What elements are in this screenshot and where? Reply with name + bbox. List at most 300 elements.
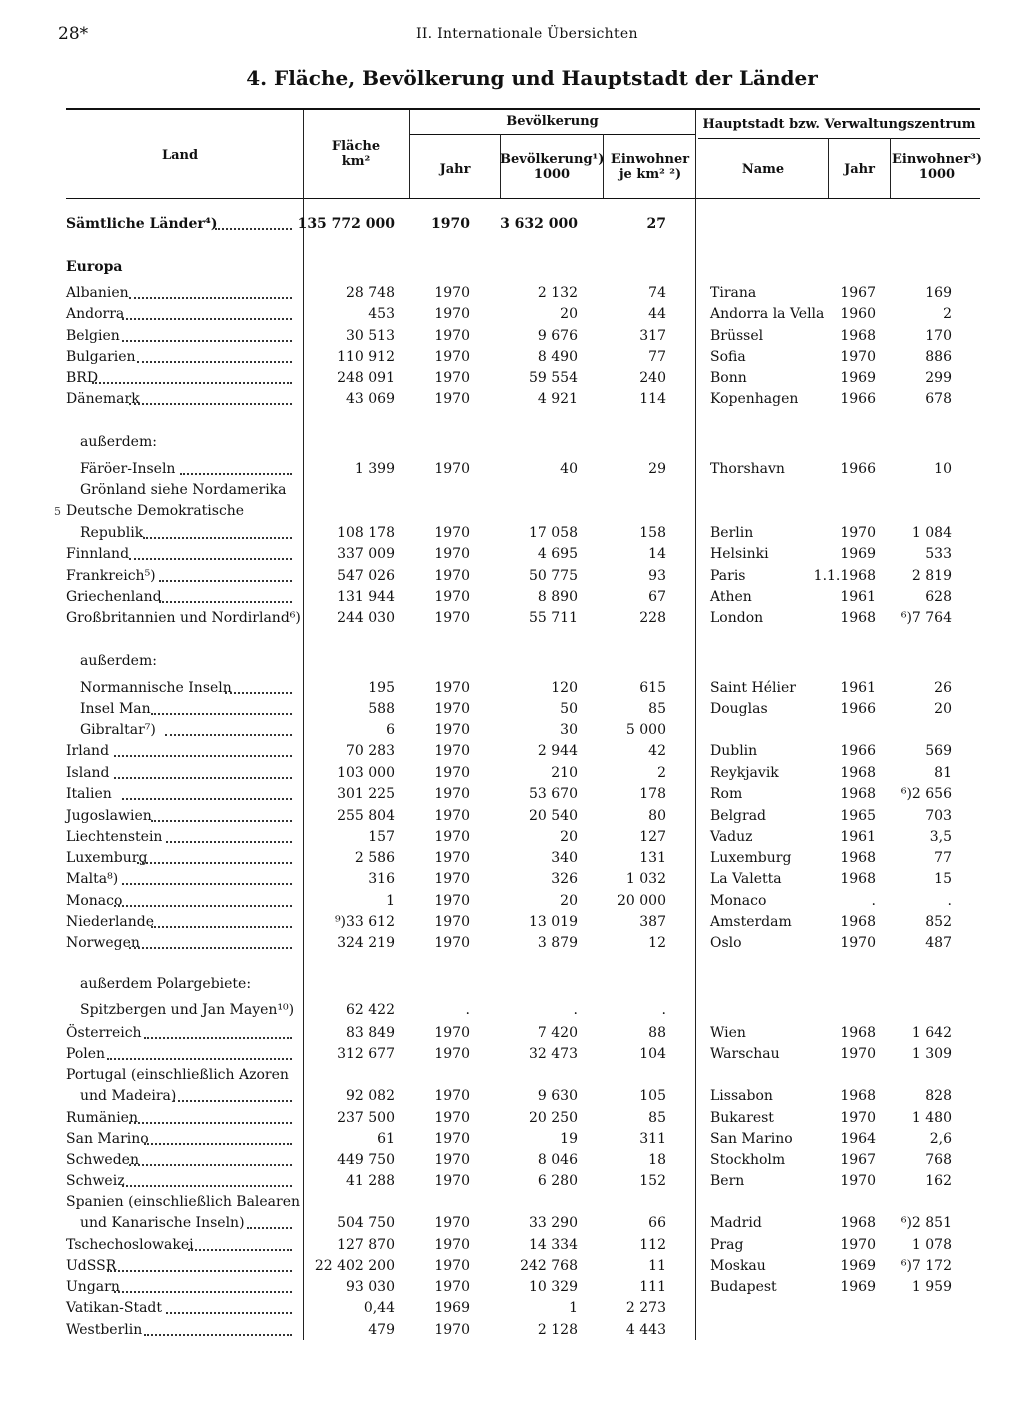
cell-bevoelkerung: 13 019 — [529, 914, 578, 930]
cell-h-einwohner: 77 — [934, 850, 952, 866]
cell-h-jahr: 1968 — [840, 765, 876, 781]
leader-dots — [114, 1281, 292, 1293]
cell-jahr: 1970 — [434, 1046, 470, 1062]
cell-jahr: 1970 — [431, 216, 470, 232]
leader-dots — [137, 351, 292, 363]
row-label: Dänemark — [66, 391, 140, 407]
cell-hauptstadt-name: Saint Hélier — [710, 680, 796, 696]
leader-dots — [114, 895, 292, 907]
cell-flaeche: 43 069 — [346, 391, 395, 407]
cell-h-jahr: 1970 — [840, 1173, 876, 1189]
cell-bevoelkerung: 20 — [560, 306, 578, 322]
cell-dichte: 114 — [639, 391, 666, 407]
cell-flaeche: ⁹)33 612 — [334, 914, 395, 930]
cell-h-einwohner: ⁶)2 656 — [900, 786, 952, 802]
bev-group-rule — [410, 134, 695, 135]
cell-h-einwohner: 533 — [925, 546, 952, 562]
cell-dichte: 311 — [639, 1131, 666, 1147]
cell-bevoelkerung: 4 921 — [537, 391, 578, 407]
cell-dichte: 42 — [648, 743, 666, 759]
cell-flaeche: 2 586 — [354, 850, 395, 866]
cell-jahr: 1970 — [434, 370, 470, 386]
cell-h-jahr: 1965 — [840, 808, 876, 824]
cell-jahr: 1970 — [434, 1131, 470, 1147]
cell-jahr: 1970 — [434, 349, 470, 365]
cell-h-jahr: 1969 — [840, 1258, 876, 1274]
cell-flaeche: 504 750 — [337, 1215, 395, 1231]
header-h-jahr: Jahr — [844, 162, 875, 177]
row-label: UdSSR — [66, 1258, 117, 1274]
cell-h-jahr: 1966 — [840, 701, 876, 717]
leader-dots — [129, 1112, 292, 1124]
cell-h-einwohner: 169 — [925, 285, 952, 301]
row-label: und Madeira) — [80, 1088, 177, 1104]
cell-jahr: 1970 — [434, 461, 470, 477]
leader-dots — [143, 527, 292, 539]
row-label: Normannische Inseln — [80, 680, 232, 696]
leader-dots — [173, 1090, 292, 1102]
cell-h-einwohner: 162 — [925, 1173, 952, 1189]
cell-jahr: 1970 — [434, 306, 470, 322]
leader-dots — [137, 852, 292, 864]
cell-jahr: 1970 — [434, 1258, 470, 1274]
cell-dichte: 228 — [639, 610, 666, 626]
cell-h-einwohner: 768 — [925, 1152, 952, 1168]
row-label: Liechtenstein — [66, 829, 163, 845]
cell-dichte: 14 — [648, 546, 666, 562]
cell-flaeche: 70 283 — [346, 743, 395, 759]
row-label: Island — [66, 765, 110, 781]
cell-dichte: 317 — [639, 328, 666, 344]
cell-dichte: 18 — [648, 1152, 666, 1168]
cell-flaeche: 1 399 — [354, 461, 395, 477]
cell-jahr: 1970 — [434, 589, 470, 605]
cell-flaeche: 244 030 — [337, 610, 395, 626]
cell-bevoelkerung: 19 — [560, 1131, 578, 1147]
cell-hauptstadt-name: Prag — [710, 1237, 744, 1253]
row-label: Monaco — [66, 893, 123, 909]
leader-dots — [151, 916, 292, 928]
cell-hauptstadt-name: Rom — [710, 786, 743, 802]
cell-h-jahr: 1961 — [840, 589, 876, 605]
cell-dichte: 20 000 — [617, 893, 666, 909]
row-label: Portugal (einschließlich Azoren — [66, 1067, 289, 1083]
cell-jahr: 1970 — [434, 722, 470, 738]
cell-flaeche: 255 804 — [337, 808, 395, 824]
cell-flaeche: 22 402 200 — [314, 1258, 395, 1274]
row-label: Österreich — [66, 1025, 142, 1041]
cell-h-jahr: 1969 — [840, 1279, 876, 1295]
cell-dichte: 88 — [648, 1025, 666, 1041]
cell-hauptstadt-name: San Marino — [710, 1131, 793, 1147]
header-flaeche: Fläche km² — [331, 139, 381, 169]
cell-flaeche: 588 — [368, 701, 395, 717]
header-einwohner-km: Einwohner je km² ²) — [610, 152, 690, 182]
cell-hauptstadt-name: Budapest — [710, 1279, 777, 1295]
cell-jahr: 1970 — [434, 914, 470, 930]
col-divider — [695, 110, 696, 1340]
cell-dichte: 615 — [639, 680, 666, 696]
row-label: Italien — [66, 786, 112, 802]
cell-dichte: 111 — [639, 1279, 666, 1295]
leader-dots — [166, 831, 292, 843]
row-label: Deutsche Demokratische — [66, 503, 245, 519]
cell-bevoelkerung: 40 — [560, 461, 578, 477]
cell-flaeche: 30 513 — [346, 328, 395, 344]
cell-h-jahr: 1968 — [840, 610, 876, 626]
cell-dichte: 112 — [639, 1237, 666, 1253]
cell-h-einwohner: 886 — [925, 349, 952, 365]
cell-bevoelkerung: 6 280 — [537, 1173, 578, 1189]
cell-dichte: 93 — [648, 568, 666, 584]
cell-jahr: 1970 — [434, 850, 470, 866]
cell-hauptstadt-name: Douglas — [710, 701, 768, 717]
cell-h-einwohner: . — [947, 893, 952, 909]
leader-dots — [129, 1154, 292, 1166]
cell-bevoelkerung: 242 768 — [520, 1258, 578, 1274]
cell-flaeche: 0,44 — [363, 1300, 395, 1316]
cell-flaeche: 83 849 — [346, 1025, 395, 1041]
cell-hauptstadt-name: Tirana — [710, 285, 757, 301]
leader-dots — [159, 570, 292, 582]
cell-bevoelkerung: 3 632 000 — [500, 216, 578, 232]
cell-flaeche: 316 — [368, 871, 395, 887]
cell-bevoelkerung: 2 128 — [537, 1322, 578, 1338]
cell-jahr: 1970 — [434, 893, 470, 909]
leader-dots — [107, 1260, 292, 1272]
cell-bevoelkerung: 20 250 — [529, 1110, 578, 1126]
row-label: Schweden — [66, 1152, 139, 1168]
header-bottom-rule — [66, 198, 980, 199]
cell-flaeche: 61 — [377, 1131, 395, 1147]
leader-dots — [225, 682, 292, 694]
cell-h-einwohner: ⁶)7 764 — [900, 610, 952, 626]
row-label: und Kanarische Inseln) — [80, 1215, 245, 1231]
cell-hauptstadt-name: Moskau — [710, 1258, 766, 1274]
cell-jahr: 1970 — [434, 1215, 470, 1231]
cell-flaeche: 93 030 — [346, 1279, 395, 1295]
cell-hauptstadt-name: Warschau — [710, 1046, 780, 1062]
cell-jahr: 1970 — [434, 610, 470, 626]
cell-h-jahr: 1970 — [840, 935, 876, 951]
cell-bevoelkerung: 17 058 — [529, 525, 578, 541]
header-name: Name — [741, 162, 785, 177]
cell-h-einwohner: 703 — [925, 808, 952, 824]
header-hauptstadt-group: Hauptstadt bzw. Verwaltungszentrum — [702, 117, 976, 132]
cell-jahr: 1970 — [434, 1322, 470, 1338]
row-label: Niederlande — [66, 914, 155, 930]
cell-bevoelkerung: 8 890 — [537, 589, 578, 605]
row-label: Luxemburg — [66, 850, 148, 866]
cell-hauptstadt-name: Andorra la Vella — [710, 306, 825, 322]
cell-h-einwohner: 678 — [925, 391, 952, 407]
cell-bevoelkerung: 3 879 — [537, 935, 578, 951]
row-label: Grönland siehe Nordamerika — [80, 482, 287, 498]
cell-jahr: 1970 — [434, 1173, 470, 1189]
cell-jahr: 1970 — [434, 391, 470, 407]
cell-h-einwohner: 828 — [925, 1088, 952, 1104]
cell-dichte: 11 — [648, 1258, 666, 1274]
cell-h-jahr: 1968 — [840, 1215, 876, 1231]
cell-h-einwohner: 299 — [925, 370, 952, 386]
leader-dots — [122, 308, 292, 320]
cell-flaeche: 312 677 — [337, 1046, 395, 1062]
cell-flaeche: 103 000 — [337, 765, 395, 781]
cell-flaeche: 110 912 — [337, 349, 395, 365]
cell-bevoelkerung: 50 775 — [529, 568, 578, 584]
row-label: Frankreich⁵) — [66, 568, 156, 584]
cell-flaeche: 248 091 — [337, 370, 395, 386]
cell-bevoelkerung: 8 046 — [537, 1152, 578, 1168]
cell-jahr: 1970 — [434, 285, 470, 301]
cell-hauptstadt-name: Athen — [710, 589, 752, 605]
cell-jahr: 1970 — [434, 1279, 470, 1295]
cell-bevoelkerung: 1 — [569, 1300, 578, 1316]
leader-dots — [114, 767, 292, 779]
cell-jahr: 1970 — [434, 829, 470, 845]
row-label: Belgien — [66, 328, 120, 344]
leader-dots — [144, 1133, 292, 1145]
cell-hauptstadt-name: Bukarest — [710, 1110, 774, 1126]
cell-dichte: 152 — [639, 1173, 666, 1189]
leader-dots — [122, 330, 292, 342]
cell-flaeche: 301 225 — [337, 786, 395, 802]
cell-bevoelkerung: 50 — [560, 701, 578, 717]
row-label: Rumänien — [66, 1110, 138, 1126]
cell-hauptstadt-name: Berlin — [710, 525, 754, 541]
cell-dichte: 77 — [648, 349, 666, 365]
row-label: Finnland — [66, 546, 130, 562]
row-label: Schweiz — [66, 1173, 125, 1189]
cell-h-einwohner: ⁶)2 851 — [900, 1215, 952, 1231]
row-label: Tschechoslowakei — [66, 1237, 194, 1253]
cell-jahr: 1970 — [434, 1088, 470, 1104]
cell-h-jahr: 1966 — [840, 391, 876, 407]
cell-h-jahr: 1961 — [840, 680, 876, 696]
cell-flaeche: 479 — [368, 1322, 395, 1338]
cell-hauptstadt-name: Belgrad — [710, 808, 767, 824]
cell-h-einwohner: 1 078 — [911, 1237, 952, 1253]
row-label: Vatikan-Stadt — [66, 1300, 163, 1316]
row-label: BRD — [66, 370, 99, 386]
leader-dots — [122, 1175, 292, 1187]
cell-flaeche: 6 — [386, 722, 395, 738]
cell-dichte: 131 — [639, 850, 666, 866]
cell-h-jahr: 1970 — [840, 1110, 876, 1126]
cell-flaeche: 131 944 — [337, 589, 395, 605]
cell-dichte: 67 — [648, 589, 666, 605]
cell-dichte: 27 — [646, 216, 666, 232]
cell-bevoelkerung: 120 — [551, 680, 578, 696]
cell-jahr: 1970 — [434, 701, 470, 717]
cell-hauptstadt-name: Paris — [710, 568, 746, 584]
cell-dichte: 66 — [648, 1215, 666, 1231]
cell-h-einwohner: 2 — [943, 306, 952, 322]
margin-mark: 5 — [54, 505, 61, 518]
cell-bevoelkerung: 32 473 — [529, 1046, 578, 1062]
cell-bevoelkerung: . — [573, 1002, 578, 1018]
cell-h-einwohner: 10 — [934, 461, 952, 477]
cell-dichte: 85 — [648, 701, 666, 717]
row-label: Gibraltar⁷) — [80, 722, 156, 738]
row-label: Bulgarien — [66, 349, 136, 365]
cell-dichte: 4 443 — [625, 1322, 666, 1338]
cell-hauptstadt-name: Thorshavn — [710, 461, 785, 477]
leader-dots — [151, 810, 292, 822]
cell-dichte: 104 — [639, 1046, 666, 1062]
cell-h-jahr: . — [871, 893, 876, 909]
cell-dichte: 74 — [648, 285, 666, 301]
cell-hauptstadt-name: Madrid — [710, 1215, 762, 1231]
cell-flaeche: 453 — [368, 306, 395, 322]
cell-h-jahr: 1968 — [840, 1025, 876, 1041]
cell-flaeche: 108 178 — [337, 525, 395, 541]
leader-dots — [122, 873, 292, 885]
leader-dots — [180, 463, 292, 475]
cell-h-jahr: 1968 — [840, 850, 876, 866]
row-label: außerdem Polargebiete: — [80, 976, 252, 992]
cell-h-jahr: 1960 — [840, 306, 876, 322]
row-label: Albanien — [66, 285, 129, 301]
cell-hauptstadt-name: Kopenhagen — [710, 391, 799, 407]
cell-dichte: 105 — [639, 1088, 666, 1104]
page-title: 4. Fläche, Bevölkerung und Hauptstadt der Länder — [246, 66, 818, 90]
leader-dots — [165, 724, 292, 736]
cell-h-jahr: 1970 — [840, 1237, 876, 1253]
leader-dots — [129, 393, 292, 405]
cell-flaeche: 449 750 — [337, 1152, 395, 1168]
row-label: Norwegen — [66, 935, 140, 951]
leader-dots — [129, 548, 292, 560]
cell-h-einwohner: 3,5 — [929, 829, 952, 845]
row-label: Griechenland — [66, 589, 162, 605]
cell-hauptstadt-name: Bonn — [710, 370, 747, 386]
leader-dots — [144, 1027, 292, 1039]
cell-bevoelkerung: 20 — [560, 893, 578, 909]
cell-bevoelkerung: 2 132 — [537, 285, 578, 301]
leader-dots — [159, 591, 292, 603]
cell-hauptstadt-name: Wien — [710, 1025, 746, 1041]
leader-dots — [122, 788, 292, 800]
cell-flaeche: 337 009 — [337, 546, 395, 562]
cell-h-einwohner: 170 — [925, 328, 952, 344]
leader-dots — [151, 703, 292, 715]
row-label: Malta⁸) — [66, 871, 119, 887]
cell-h-einwohner: 15 — [934, 871, 952, 887]
cell-dichte: . — [661, 1002, 666, 1018]
cell-hauptstadt-name: Stockholm — [710, 1152, 786, 1168]
cell-jahr: 1970 — [434, 525, 470, 541]
row-label: Irland — [66, 743, 110, 759]
header-bevoelkerung: Bevölkerung¹) 1000 — [500, 152, 605, 182]
cell-hauptstadt-name: Brüssel — [710, 328, 764, 344]
cell-h-jahr: 1966 — [840, 743, 876, 759]
cell-dichte: 85 — [648, 1110, 666, 1126]
cell-hauptstadt-name: Bern — [710, 1173, 745, 1189]
cell-hauptstadt-name: Amsterdam — [710, 914, 792, 930]
row-label: Europa — [66, 259, 123, 275]
cell-jahr: 1970 — [434, 568, 470, 584]
cell-flaeche: 324 219 — [337, 935, 395, 951]
row-label: Sämtliche Länder⁴) — [66, 216, 218, 232]
cell-h-einwohner: 1 309 — [911, 1046, 952, 1062]
cell-jahr: 1969 — [434, 1300, 470, 1316]
cell-bevoelkerung: 7 420 — [537, 1025, 578, 1041]
cell-flaeche: 62 422 — [346, 1002, 395, 1018]
cell-h-jahr: 1970 — [840, 349, 876, 365]
cell-flaeche: 135 772 000 — [297, 216, 395, 232]
col-divider — [303, 110, 304, 1340]
cell-h-jahr: 1968 — [840, 914, 876, 930]
row-label: Westberlin — [66, 1322, 143, 1338]
row-label: außerdem: — [80, 434, 157, 450]
cell-dichte: 2 273 — [625, 1300, 666, 1316]
leader-dots — [166, 1302, 292, 1314]
cell-dichte: 1 032 — [625, 871, 666, 887]
cell-bevoelkerung: 30 — [560, 722, 578, 738]
cell-bevoelkerung: 210 — [551, 765, 578, 781]
row-label: Ungarn — [66, 1279, 120, 1295]
cell-jahr: 1970 — [434, 743, 470, 759]
cell-h-einwohner: 487 — [925, 935, 952, 951]
cell-jahr: . — [465, 1002, 470, 1018]
cell-flaeche: 41 288 — [346, 1173, 395, 1189]
cell-h-einwohner: 569 — [925, 743, 952, 759]
row-label: Insel Man — [80, 701, 151, 717]
cell-h-einwohner: 1 084 — [911, 525, 952, 541]
cell-h-einwohner: 2,6 — [929, 1131, 952, 1147]
cell-jahr: 1970 — [434, 935, 470, 951]
leader-dots — [144, 1324, 292, 1336]
cell-h-jahr: 1968 — [840, 1088, 876, 1104]
haupt-group-rule — [698, 138, 980, 139]
row-label: Andorra — [66, 306, 125, 322]
cell-flaeche: 547 026 — [337, 568, 395, 584]
leader-dots — [129, 937, 292, 949]
cell-h-jahr: 1970 — [840, 525, 876, 541]
cell-h-jahr: 1967 — [840, 285, 876, 301]
row-label: San Marino — [66, 1131, 149, 1147]
cell-dichte: 12 — [648, 935, 666, 951]
cell-h-einwohner: 628 — [925, 589, 952, 605]
cell-h-einwohner: 20 — [934, 701, 952, 717]
cell-bevoelkerung: 55 711 — [529, 610, 578, 626]
cell-hauptstadt-name: Oslo — [710, 935, 742, 951]
cell-hauptstadt-name: London — [710, 610, 764, 626]
cell-h-jahr: 1964 — [840, 1131, 876, 1147]
cell-flaeche: 28 748 — [346, 285, 395, 301]
leader-dots — [188, 1239, 292, 1251]
cell-bevoelkerung: 9 676 — [537, 328, 578, 344]
cell-h-einwohner: 81 — [934, 765, 952, 781]
cell-h-einwohner: 1 642 — [911, 1025, 952, 1041]
row-label: außerdem: — [80, 653, 157, 669]
row-label: Spanien (einschließlich Balearen — [66, 1194, 301, 1210]
cell-dichte: 387 — [639, 914, 666, 930]
cell-hauptstadt-name: Lissabon — [710, 1088, 773, 1104]
cell-dichte: 80 — [648, 808, 666, 824]
cell-jahr: 1970 — [434, 1025, 470, 1041]
leader-dots — [114, 745, 292, 757]
cell-bevoelkerung: 4 695 — [537, 546, 578, 562]
cell-h-einwohner: 2 819 — [911, 568, 952, 584]
cell-bevoelkerung: 340 — [551, 850, 578, 866]
leader-dots — [92, 372, 292, 384]
row-label: Spitzbergen und Jan Mayen¹⁰) — [80, 1002, 295, 1018]
cell-h-jahr: 1967 — [840, 1152, 876, 1168]
cell-dichte: 29 — [648, 461, 666, 477]
cell-hauptstadt-name: La Valetta — [710, 871, 782, 887]
